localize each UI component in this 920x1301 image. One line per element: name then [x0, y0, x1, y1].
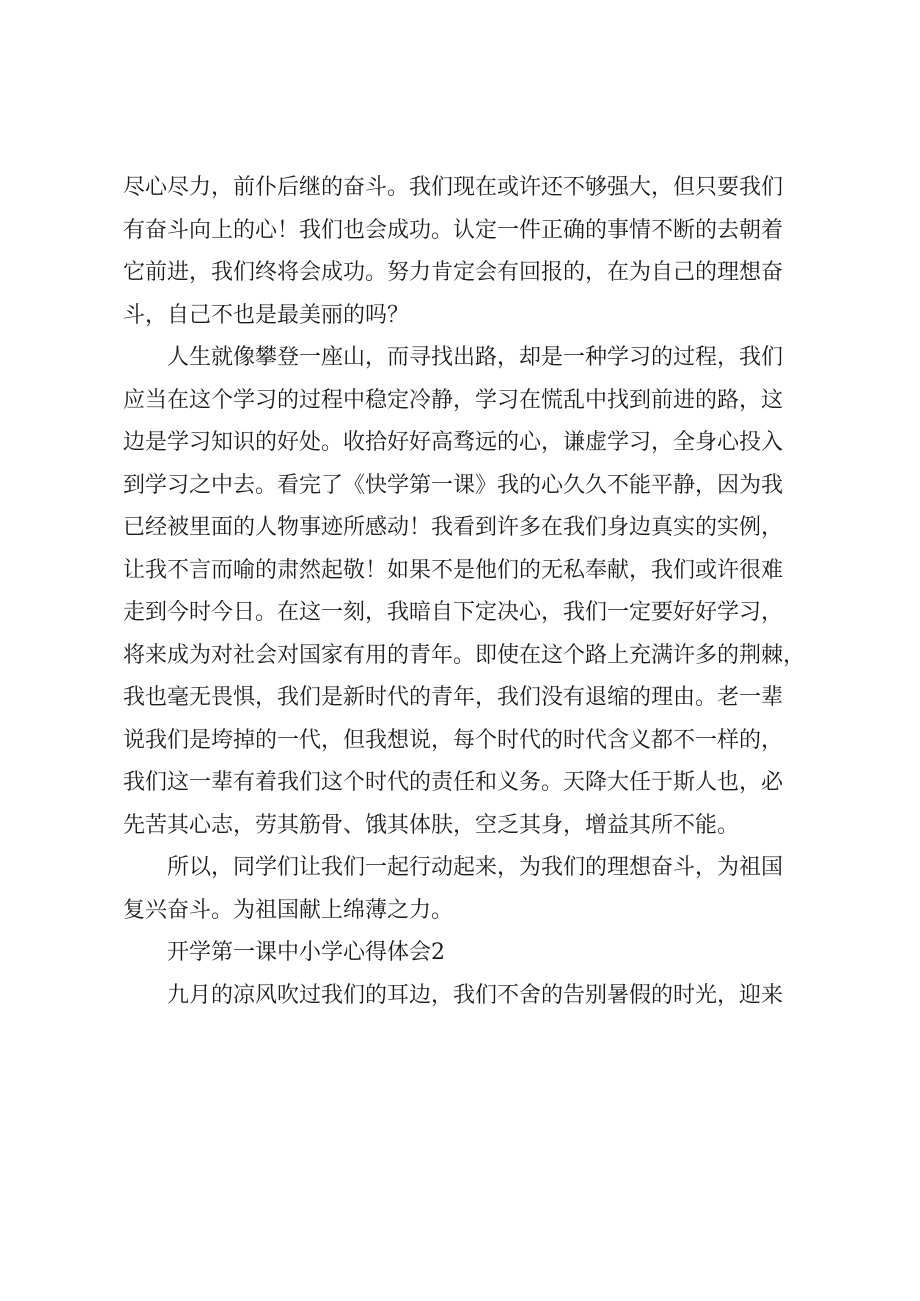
text-line: 应当在这个学习的过程中稳定冷静，学习在慌乱中找到前进的路，这 [123, 387, 784, 413]
text-line: 我也毫无畏惧，我们是新时代的青年，我们没有退缩的理由。老一辈 [123, 685, 784, 710]
text-line: 我们这一辈有着我们这个时代的责任和义务。天降大任于斯人也，必 [123, 770, 784, 795]
text-line: 九月的凉风吹过我们的耳边，我们不舍的告别暑假的时光，迎来 [167, 982, 784, 1008]
text-line: 先苦其心志，劳其筋骨、饿其体肤，空乏其身，增益其所不能。 [123, 812, 740, 838]
section-heading: 开学第一课中小学心得体会2 [167, 940, 445, 965]
text-line: 说我们是垮掉的一代，但我想说，每个时代的时代含义都不一样的， [123, 727, 784, 753]
text-line: 将来成为对社会对国家有用的青年。即使在这个路上充满许多的荆棘， [123, 642, 806, 668]
text-line: 复兴奋斗。为祖国献上绵薄之力。 [123, 897, 454, 923]
text-line: 有奋斗向上的心！我们也会成功。认定一件正确的事情不断的去朝着 [123, 217, 784, 243]
paragraph-3 [123, 847, 825, 932]
text-line: 已经被里面的人物事迹所感动！我看到许多在我们身边真实的实例， [123, 515, 784, 540]
text-line: 到学习之中去。看完了《快学第一课》我的心久久不能平静，因为我 [123, 472, 784, 498]
text-line: 所以，同学们让我们一起行动起来，为我们的理想奋斗，为祖国 [167, 855, 784, 880]
text-line: 尽心尽力，前仆后继的奋斗。我们现在或许还不够强大，但只要我们 [123, 175, 784, 200]
text-line: 走到今时今日。在这一刻，我暗自下定决心，我们一定要好好学习， [123, 600, 784, 625]
text-line: 边是学习知识的好处。收拾好好高骛远的心，谦虚学习，全身心投入 [123, 430, 784, 455]
text-line: 斗，自己不也是最美丽的吗？ [123, 302, 410, 328]
text-line: 它前进，我们终将会成功。努力肯定会有回报的，在为自己的理想奋 [123, 260, 784, 285]
paragraph-1 [123, 167, 825, 337]
text-line: 人生就像攀登一座山，而寻找出路，却是一种学习的过程，我们 [167, 345, 784, 370]
paragraph-2 [123, 337, 825, 847]
text-line: 让我不言而喻的肃然起敬！如果不是他们的无私奉献，我们或许很难 [123, 557, 784, 583]
document-body [123, 167, 825, 1017]
